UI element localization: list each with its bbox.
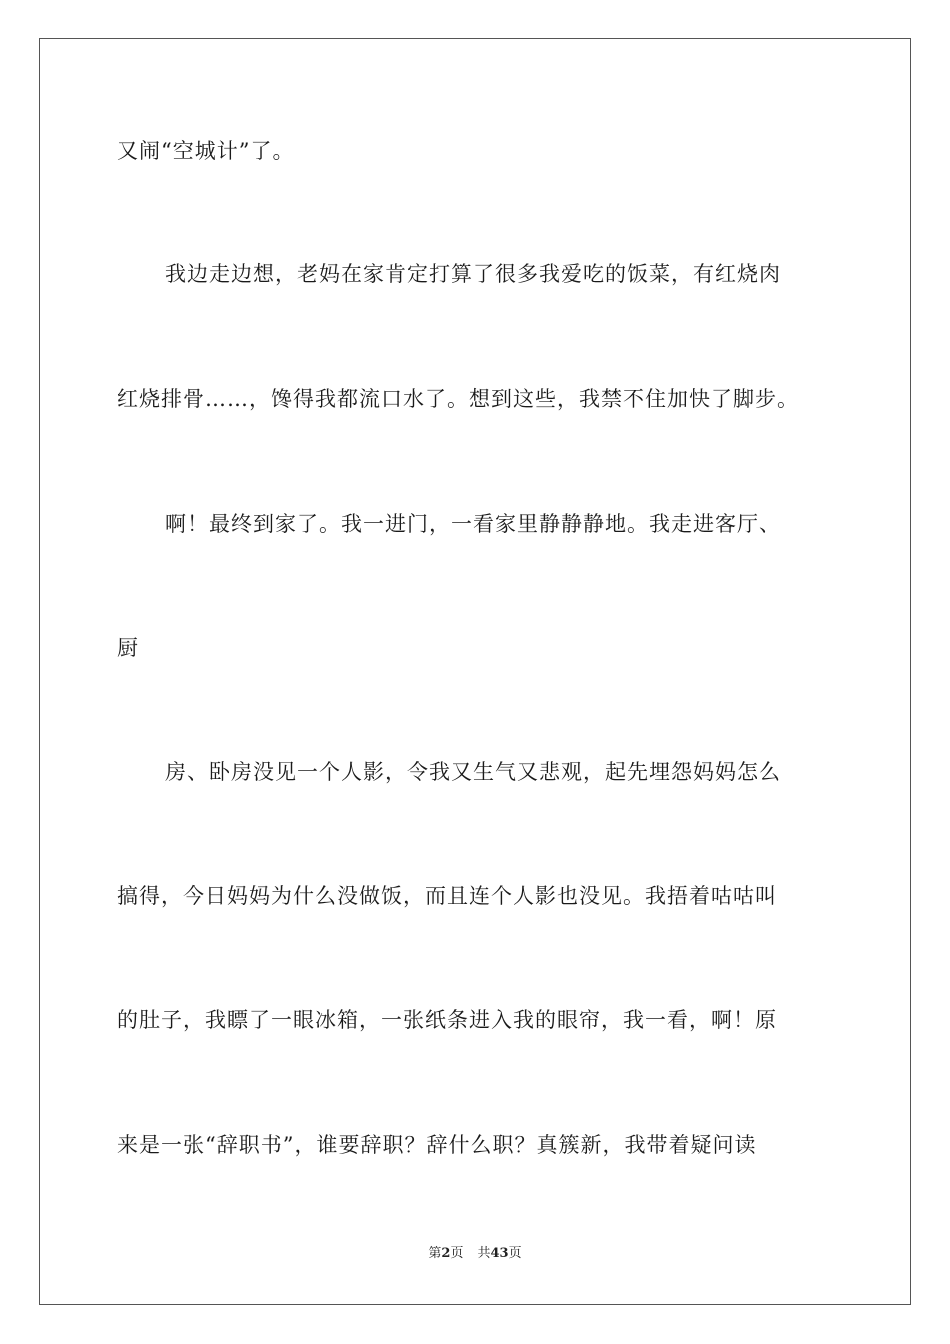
text-line: 红烧排骨……，馋得我都流口水了。想到这些，我禁不住加快了脚步。 bbox=[117, 387, 799, 411]
total-prefix: 共 bbox=[477, 1246, 491, 1261]
total-page-count: 43 bbox=[490, 1246, 509, 1261]
text-line: 来是一张“辞职书”，谁要辞职？辞什么职？真簇新，我带着疑问读 bbox=[117, 1133, 757, 1157]
page-prefix: 第 bbox=[428, 1246, 442, 1261]
text-line: 又闹“空城计”了。 bbox=[117, 139, 295, 163]
text-line: 啊！最终到家了。我一进门，一看家里静静静地。我走进客厅、 bbox=[165, 512, 781, 536]
page-suffix: 页 bbox=[450, 1246, 464, 1261]
page-border bbox=[39, 38, 911, 1305]
total-suffix: 页 bbox=[508, 1246, 522, 1261]
text-line: 搞得，今日妈妈为什么没做饭，而且连个人影也没见。我捂着咕咕叫 bbox=[117, 884, 777, 908]
current-page-number: 2 bbox=[441, 1246, 451, 1261]
text-line: 的肚子，我瞟了一眼冰箱，一张纸条进入我的眼帘，我一看，啊！原 bbox=[117, 1008, 777, 1032]
text-line: 房、卧房没见一个人影，令我又生气又悲观，起先埋怨妈妈怎么 bbox=[165, 760, 781, 784]
text-line: 我边走边想，老妈在家肯定打算了很多我爱吃的饭菜，有红烧肉 bbox=[165, 262, 781, 286]
text-line: 厨 bbox=[117, 636, 139, 660]
page-footer bbox=[0, 1245, 950, 1263]
